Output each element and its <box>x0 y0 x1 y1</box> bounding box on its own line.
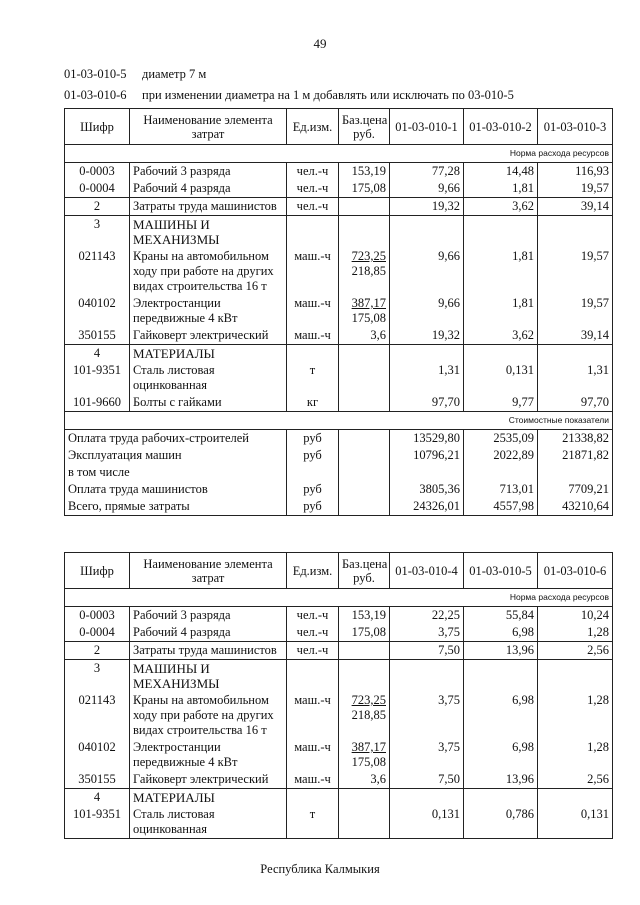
intro-text: диаметр 7 м <box>142 67 207 81</box>
row-value: 3,62 <box>464 198 538 216</box>
section-header-materials <box>65 345 613 363</box>
header-code: Шифр <box>65 109 130 145</box>
row-price: 3,6 <box>339 327 390 345</box>
row-value: 22,25 <box>390 607 464 625</box>
row-name: Болты с гайками <box>130 394 287 412</box>
row-value: 116,93 <box>538 163 613 181</box>
row-code: 0-0003 <box>65 163 130 181</box>
table-row <box>65 692 613 739</box>
row-unit: маш.-ч <box>287 327 339 345</box>
row-price <box>339 198 390 216</box>
row-name: Гайковерт электрический <box>130 771 287 789</box>
row-value: 1,28 <box>538 624 613 642</box>
row-name: Электростанции передвижные 4 кВт <box>130 739 287 771</box>
total-row <box>65 481 613 498</box>
total-value: 7709,21 <box>538 481 613 498</box>
total-value: 43210,64 <box>538 498 613 516</box>
table-row <box>65 248 613 295</box>
price-total: 723,25 <box>351 693 386 707</box>
row-value: 10,24 <box>538 607 613 625</box>
row-value: 9,66 <box>390 295 464 327</box>
section-header-machines <box>65 216 613 249</box>
row-value: 1,31 <box>390 362 464 394</box>
table-row <box>65 624 613 642</box>
row-value: 77,28 <box>390 163 464 181</box>
row-value: 1,28 <box>538 739 613 771</box>
total-name: в том числе <box>65 464 287 481</box>
table-row <box>65 739 613 771</box>
row-price <box>339 394 390 412</box>
row-unit: чел.-ч <box>287 163 339 181</box>
section-title: МАШИНЫ И МЕХАНИЗМЫ <box>130 216 287 249</box>
header-column: 01-03-010-3 <box>538 109 613 145</box>
row-value: 1,81 <box>464 295 538 327</box>
row-name: Сталь листовая оцинкованная <box>130 362 287 394</box>
row-value: 19,57 <box>538 180 613 198</box>
row-code: 350155 <box>65 327 130 345</box>
row-value: 9,66 <box>390 180 464 198</box>
price-labor: 175,08 <box>351 311 386 325</box>
price-total: 387,17 <box>351 740 386 754</box>
row-value: 19,57 <box>538 295 613 327</box>
row-price: 3,6 <box>339 771 390 789</box>
total-value: 13529,80 <box>390 430 464 448</box>
row-value: 0,131 <box>464 362 538 394</box>
header-price: Баз.цена руб. <box>339 109 390 145</box>
norm-label: Норма расхода ресурсов <box>65 145 613 163</box>
row-unit: чел.-ч <box>287 198 339 216</box>
row-value: 13,96 <box>464 642 538 660</box>
price-total: 723,25 <box>351 249 386 263</box>
row-unit: т <box>287 806 339 839</box>
row-unit: чел.-ч <box>287 642 339 660</box>
row-price: 153,19 <box>339 163 390 181</box>
header-price: Баз.цена руб. <box>339 553 390 589</box>
row-value: 6,98 <box>464 692 538 739</box>
page-footer: Республика Калмыкия <box>260 862 380 876</box>
row-value: 3,75 <box>390 692 464 739</box>
header-name: Наименование элемента затрат <box>130 553 287 589</box>
row-price <box>339 362 390 394</box>
row-value: 6,98 <box>464 739 538 771</box>
section-number: 3 <box>65 216 130 249</box>
row-name: Рабочий 4 разряда <box>130 624 287 642</box>
total-value: 21338,82 <box>538 430 613 448</box>
price-total: 387,17 <box>351 296 386 310</box>
intro-line-2 <box>64 88 514 103</box>
row-price <box>339 692 390 739</box>
table-row <box>65 806 613 839</box>
table-row <box>65 771 613 789</box>
total-row <box>65 430 613 448</box>
header-column: 01-03-010-4 <box>390 553 464 589</box>
row-value: 6,98 <box>464 624 538 642</box>
row-price <box>339 248 390 295</box>
intro-text: при изменении диаметра на 1 м добавлять или исключать по 03-010-5 <box>142 88 514 102</box>
row-price <box>339 739 390 771</box>
row-value: 39,14 <box>538 198 613 216</box>
row-unit: маш.-ч <box>287 248 339 295</box>
header-code: Шифр <box>65 553 130 589</box>
section-title: МАТЕРИАЛЫ <box>130 789 287 807</box>
row-unit: т <box>287 362 339 394</box>
row-value: 7,50 <box>390 642 464 660</box>
table-row <box>65 295 613 327</box>
total-value: 4557,98 <box>464 498 538 516</box>
intro-code: 01-03-010-5 <box>64 67 127 81</box>
row-value: 55,84 <box>464 607 538 625</box>
intro-code: 01-03-010-6 <box>64 88 127 102</box>
row-value: 39,14 <box>538 327 613 345</box>
row-value: 19,57 <box>538 248 613 295</box>
total-value: 2022,89 <box>464 447 538 464</box>
row-unit: маш.-ч <box>287 692 339 739</box>
row-value: 3,62 <box>464 327 538 345</box>
row-name: Рабочий 4 разряда <box>130 180 287 198</box>
total-unit: руб <box>287 481 339 498</box>
total-value: 3805,36 <box>390 481 464 498</box>
norm-label: Норма расхода ресурсов <box>65 589 613 607</box>
row-code: 021143 <box>65 692 130 739</box>
total-name: Всего, прямые затраты <box>65 498 287 516</box>
row-code: 2 <box>65 642 130 660</box>
row-value: 0,131 <box>390 806 464 839</box>
table-row <box>65 394 613 412</box>
row-value: 1,81 <box>464 248 538 295</box>
row-name: Краны на автомобильном ходу при работе на других видах строительства 16 т <box>130 248 287 295</box>
total-value: 2535,09 <box>464 430 538 448</box>
row-name: Электростанции передвижные 4 кВт <box>130 295 287 327</box>
section-title: МАТЕРИАЛЫ <box>130 345 287 363</box>
row-name: Рабочий 3 разряда <box>130 607 287 625</box>
table-row <box>65 362 613 394</box>
row-price: 175,08 <box>339 624 390 642</box>
total-row <box>65 498 613 516</box>
total-name: Оплата труда машинистов <box>65 481 287 498</box>
row-code: 101-9351 <box>65 806 130 839</box>
row-value: 0,131 <box>538 806 613 839</box>
row-value: 14,48 <box>464 163 538 181</box>
row-value: 2,56 <box>538 642 613 660</box>
table-row <box>65 163 613 181</box>
row-unit: маш.-ч <box>287 771 339 789</box>
total-value: 713,01 <box>464 481 538 498</box>
price-labor: 175,08 <box>351 755 386 769</box>
row-value: 19,32 <box>390 198 464 216</box>
row-unit: маш.-ч <box>287 739 339 771</box>
row-price <box>339 642 390 660</box>
section-number: 3 <box>65 660 130 693</box>
section-number: 4 <box>65 345 130 363</box>
row-value: 1,31 <box>538 362 613 394</box>
section-number: 4 <box>65 789 130 807</box>
resource-table-1 <box>64 108 613 516</box>
row-price: 175,08 <box>339 180 390 198</box>
section-header-materials <box>65 789 613 807</box>
row-code: 350155 <box>65 771 130 789</box>
row-code: 2 <box>65 198 130 216</box>
total-unit: руб <box>287 430 339 448</box>
total-unit: руб <box>287 498 339 516</box>
intro-line-1 <box>64 67 206 82</box>
row-code: 040102 <box>65 739 130 771</box>
row-value: 2,56 <box>538 771 613 789</box>
total-unit: руб <box>287 447 339 464</box>
row-unit: маш.-ч <box>287 295 339 327</box>
price-labor: 218,85 <box>351 264 386 278</box>
total-row <box>65 464 613 481</box>
row-code: 0-0003 <box>65 607 130 625</box>
table-row <box>65 607 613 625</box>
page-number: 49 <box>313 36 327 51</box>
header-column: 01-03-010-6 <box>538 553 613 589</box>
total-row <box>65 447 613 464</box>
section-title: МАШИНЫ И МЕХАНИЗМЫ <box>130 660 287 693</box>
row-code: 101-9660 <box>65 394 130 412</box>
row-value: 1,28 <box>538 692 613 739</box>
row-value: 3,75 <box>390 739 464 771</box>
row-unit: чел.-ч <box>287 180 339 198</box>
row-value: 7,50 <box>390 771 464 789</box>
table-row <box>65 180 613 198</box>
row-price: 153,19 <box>339 607 390 625</box>
header-unit: Ед.изм. <box>287 109 339 145</box>
row-code: 101-9351 <box>65 362 130 394</box>
row-name: Краны на автомобильном ходу при работе на других видах строительства 16 т <box>130 692 287 739</box>
row-value: 97,70 <box>538 394 613 412</box>
row-code: 0-0004 <box>65 624 130 642</box>
row-code: 0-0004 <box>65 180 130 198</box>
row-value: 9,66 <box>390 248 464 295</box>
total-value: 24326,01 <box>390 498 464 516</box>
row-price <box>339 806 390 839</box>
row-name: Гайковерт электрический <box>130 327 287 345</box>
row-value: 3,75 <box>390 624 464 642</box>
header-unit: Ед.изм. <box>287 553 339 589</box>
total-value: 10796,21 <box>390 447 464 464</box>
row-value: 19,32 <box>390 327 464 345</box>
row-name: Рабочий 3 разряда <box>130 163 287 181</box>
row-value: 13,96 <box>464 771 538 789</box>
row-unit: кг <box>287 394 339 412</box>
resource-table-2 <box>64 552 613 839</box>
row-value: 97,70 <box>390 394 464 412</box>
total-value: 21871,82 <box>538 447 613 464</box>
row-code: 021143 <box>65 248 130 295</box>
row-name: Сталь листовая оцинкованная <box>130 806 287 839</box>
section-header-machines <box>65 660 613 693</box>
header-name: Наименование элемента затрат <box>130 109 287 145</box>
table-row <box>65 198 613 216</box>
total-name: Оплата труда рабочих-строителей <box>65 430 287 448</box>
row-unit: чел.-ч <box>287 607 339 625</box>
row-unit: чел.-ч <box>287 624 339 642</box>
row-price <box>339 295 390 327</box>
row-name: Затраты труда машинистов <box>130 642 287 660</box>
row-value: 1,81 <box>464 180 538 198</box>
cost-label: Стоимостные показатели <box>65 412 613 430</box>
header-column: 01-03-010-2 <box>464 109 538 145</box>
row-code: 040102 <box>65 295 130 327</box>
row-value: 0,786 <box>464 806 538 839</box>
total-name: Эксплуатация машин <box>65 447 287 464</box>
row-name: Затраты труда машинистов <box>130 198 287 216</box>
table-row <box>65 642 613 660</box>
header-column: 01-03-010-5 <box>464 553 538 589</box>
row-value: 9,77 <box>464 394 538 412</box>
price-labor: 218,85 <box>351 708 386 722</box>
table-row <box>65 327 613 345</box>
header-column: 01-03-010-1 <box>390 109 464 145</box>
